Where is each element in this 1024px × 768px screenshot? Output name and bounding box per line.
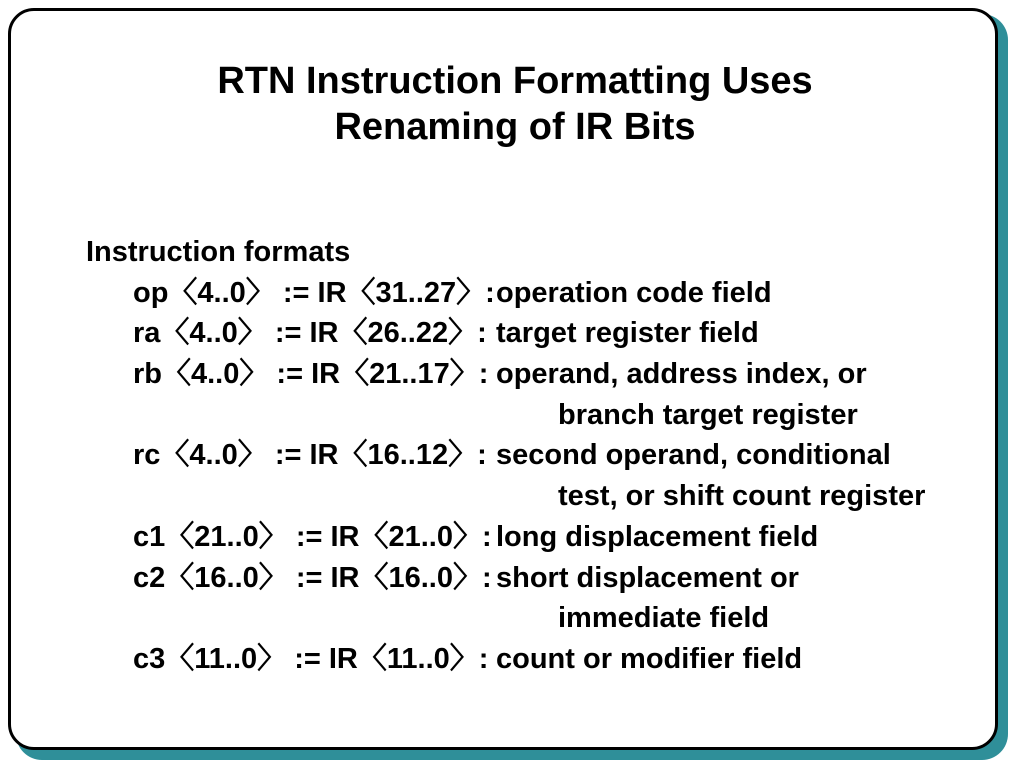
field-description: second operand, conditional (496, 439, 891, 472)
field-definition: c1〈21..0〉 := IR〈21..0〉: (133, 520, 492, 553)
field-row-rc (86, 435, 926, 516)
field-description: operation code field (496, 276, 772, 309)
field-description: operand, address index, or (496, 358, 867, 391)
field-description-continuation: immediate field (558, 602, 770, 635)
slide-title (60, 58, 970, 150)
field-row-c2 (86, 558, 799, 639)
field-description: short displacement or (496, 561, 799, 594)
field-definition: rb〈4..0〉 := IR〈21..17〉: (133, 358, 489, 391)
field-definition: ra〈4..0〉 := IR〈26..22〉: (133, 317, 487, 350)
instruction-formats-list (86, 232, 926, 680)
field-row-c3 (86, 639, 803, 680)
field-row-c1 (86, 517, 819, 558)
field-row-rb (86, 354, 867, 435)
field-description: count or modifier field (496, 642, 803, 675)
field-row-op (86, 273, 772, 314)
field-row-ra (86, 313, 759, 354)
field-definition: c3〈11..0〉 := IR〈11..0〉: (133, 642, 489, 675)
slide-title-line-1: RTN Instruction Formatting Uses (217, 60, 813, 102)
field-definition: c2〈16..0〉 := IR〈16..0〉: (133, 561, 492, 594)
section-heading: Instruction formats (86, 236, 351, 268)
field-description: long displacement field (496, 520, 819, 553)
field-definition: op〈4..0〉 := IR〈31..27〉: (133, 276, 495, 309)
field-definition: rc〈4..0〉 := IR〈16..12〉: (133, 439, 487, 472)
field-description-continuation: branch target register (558, 398, 858, 431)
field-description-continuation: test, or shift count register (558, 480, 926, 513)
field-description: target register field (496, 317, 759, 350)
slide-title-line-2: Renaming of IR Bits (334, 106, 696, 148)
